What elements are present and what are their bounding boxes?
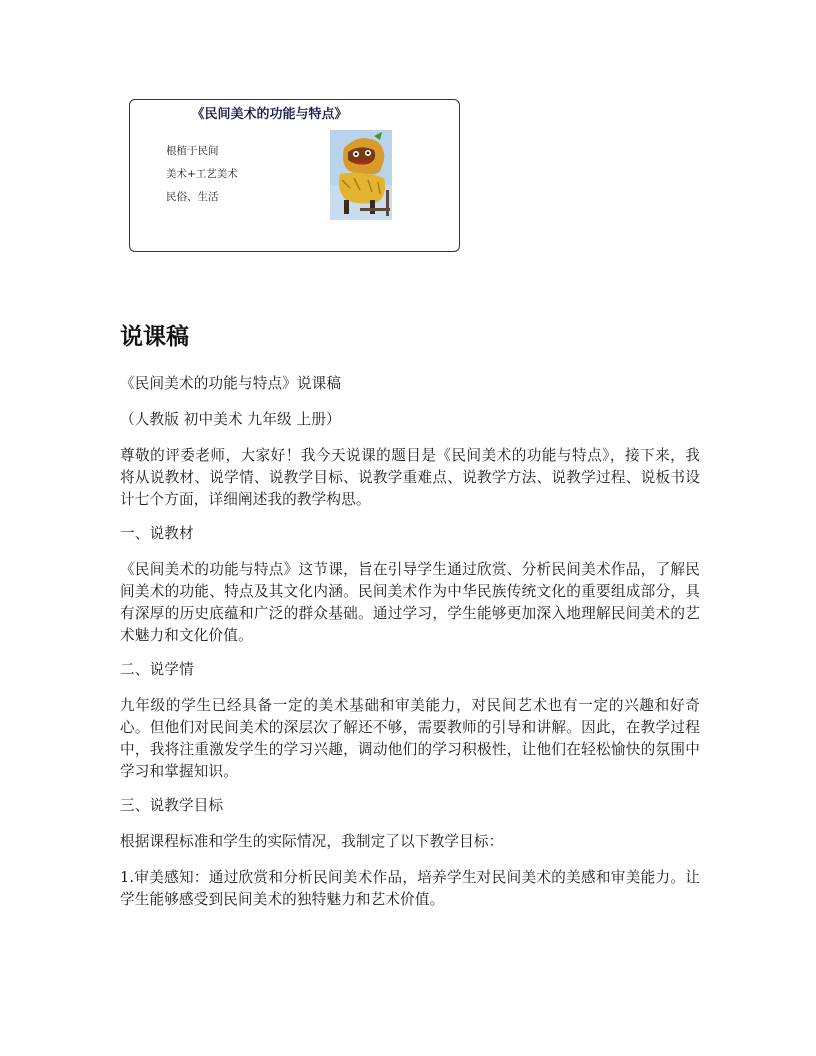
lion-dance-image xyxy=(330,130,392,220)
slide-bullets xyxy=(166,144,238,213)
body-paragraph: 《民间美术的功能与特点》这节课，旨在引导学生通过欣赏、分析民间美术作品，了解民间美术的功能、特点及其文化内涵。民间美术作为中华民族传统文化的重要组成部分，具有深厚的历史底蕴和广泛的群众基础。通过学习，学生能够更加深入地理解民间美术的艺术魅力和文化价值。 xyxy=(120,561,700,644)
slide-title: 《民间美术的功能与特点》 xyxy=(191,107,348,122)
slide-bullet: 美术+工艺美术 xyxy=(166,168,238,180)
page-heading: 说课稿 xyxy=(120,324,189,350)
slide-thumbnail xyxy=(129,99,460,252)
edition-line: （人教版 初中美术 九年级 上册） xyxy=(120,411,341,428)
body-paragraph: 1.审美感知：通过欣赏和分析民间美术作品，培养学生对民间美术的美感和审美能力。让学生能够感受到民间美术的独特魅力和艺术价值。 xyxy=(120,869,700,908)
body-paragraph: 根据课程标准和学生的实际情况，我制定了以下教学目标： xyxy=(120,833,504,850)
slide-bullet: 根植于民间 xyxy=(166,145,219,157)
section-heading: 一、说教材 xyxy=(120,525,194,542)
intro-paragraph: 尊敬的评委老师，大家好！我今天说课的题目是《民间美术的功能与特点》，接下来，我将从说教材、说学情、说教学目标、说教学重难点、说教学方法、说教学过程、说板书设计七个方面，详细阐述我的教学构思。 xyxy=(120,447,700,508)
body-paragraph: 九年级的学生已经具备一定的美术基础和审美能力，对民间艺术也有一定的兴趣和好奇心。但他们对民间美术的深层次了解还不够，需要教师的引导和讲解。因此，在教学过程中，我将注重激发学生的学习兴趣，调动他们的学习积极性，让他们在轻松愉快的氛围中学习和掌握知识。 xyxy=(120,697,700,780)
section-heading: 三、说教学目标 xyxy=(120,797,224,814)
document-body xyxy=(120,373,700,923)
doc-title-line: 《民间美术的功能与特点》说课稿 xyxy=(120,375,342,392)
slide-bullet: 民俗、生活 xyxy=(166,191,219,203)
section-heading: 二、说学情 xyxy=(120,661,194,678)
